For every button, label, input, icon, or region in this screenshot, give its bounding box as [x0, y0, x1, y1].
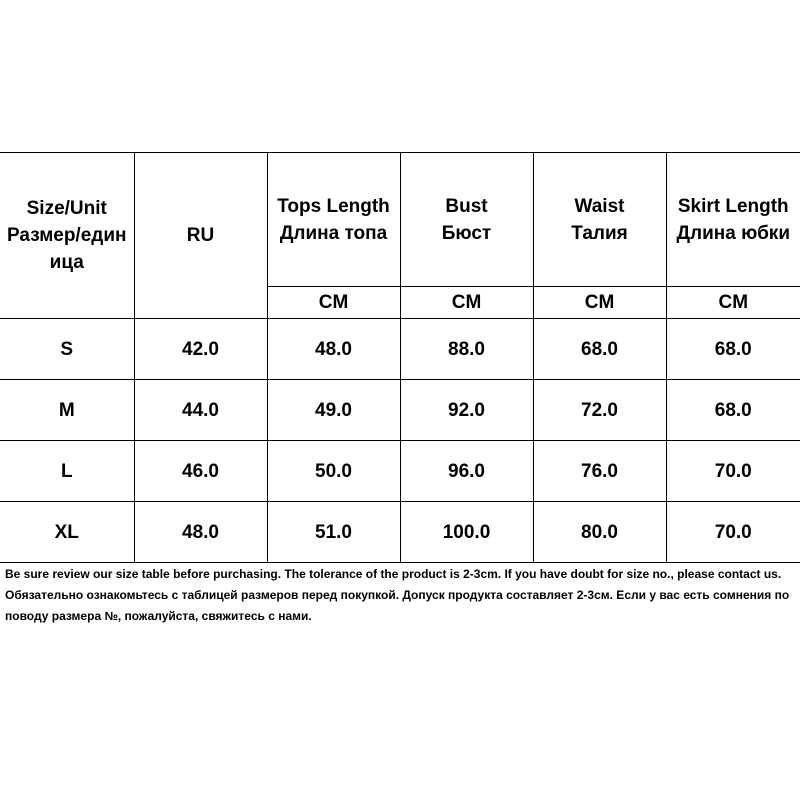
header-waist-ru: Талия — [571, 222, 628, 244]
cell-size: S — [0, 319, 134, 380]
cell-skirt-length: 68.0 — [666, 319, 800, 380]
header-ru: RU — [134, 153, 267, 319]
cell-waist: 68.0 — [533, 319, 666, 380]
header-size-unit-ru-2: ица — [49, 252, 84, 273]
cell-ru: 46.0 — [134, 441, 267, 502]
unit-bust: CM — [400, 287, 533, 319]
cell-waist: 72.0 — [533, 380, 666, 441]
notice-english: Be sure review our size table before purchasing. The tolerance of the product is 2-3cm. If you have doubt for size no., please contact us. — [5, 567, 782, 581]
cell-size: XL — [0, 502, 134, 563]
cell-tops-length: 48.0 — [267, 319, 400, 380]
table-header-row — [0, 153, 800, 287]
unit-waist: CM — [533, 287, 666, 319]
size-chart-table — [0, 152, 800, 563]
header-size-unit-ru-1: Размер/един — [7, 225, 127, 246]
cell-skirt-length: 70.0 — [666, 441, 800, 502]
cell-bust: 100.0 — [400, 502, 533, 563]
table-row — [0, 502, 800, 563]
header-tops-length — [267, 153, 400, 287]
header-tops-length-ru: Длина топа — [279, 222, 388, 244]
header-skirt-length-en: Skirt Length — [677, 195, 789, 217]
header-waist-en: Waist — [574, 195, 625, 217]
header-size-unit-en: Size/Unit — [26, 198, 107, 219]
cell-size: L — [0, 441, 134, 502]
table-row — [0, 380, 800, 441]
table-row — [0, 441, 800, 502]
header-skirt-length — [666, 153, 800, 287]
unit-skirt-length: CM — [666, 287, 800, 319]
header-waist — [533, 153, 666, 287]
cell-skirt-length: 70.0 — [666, 502, 800, 563]
cell-tops-length: 49.0 — [267, 380, 400, 441]
header-skirt-length-ru: Длина юбки — [676, 222, 790, 244]
cell-ru: 44.0 — [134, 380, 267, 441]
notice-russian: Обязательно ознакомьтесь с таблицей размеров перед покупкой. Допуск продукта составляет 2-3см. Если у вас есть сомнения по поводу размера №, пожалуйста, свяжитесь с нами. — [5, 588, 790, 623]
header-size-unit — [0, 153, 134, 319]
cell-bust: 88.0 — [400, 319, 533, 380]
cell-waist: 80.0 — [533, 502, 666, 563]
table-row — [0, 319, 800, 380]
cell-ru: 42.0 — [134, 319, 267, 380]
unit-tops-length: CM — [267, 287, 400, 319]
size-notice — [5, 564, 797, 627]
cell-tops-length: 51.0 — [267, 502, 400, 563]
header-bust-en: Bust — [445, 195, 488, 217]
cell-bust: 96.0 — [400, 441, 533, 502]
cell-bust: 92.0 — [400, 380, 533, 441]
cell-ru: 48.0 — [134, 502, 267, 563]
cell-tops-length: 50.0 — [267, 441, 400, 502]
cell-size: M — [0, 380, 134, 441]
cell-waist: 76.0 — [533, 441, 666, 502]
header-tops-length-en: Tops Length — [277, 195, 390, 217]
header-bust — [400, 153, 533, 287]
cell-skirt-length: 68.0 — [666, 380, 800, 441]
header-bust-ru: Бюст — [441, 222, 492, 244]
